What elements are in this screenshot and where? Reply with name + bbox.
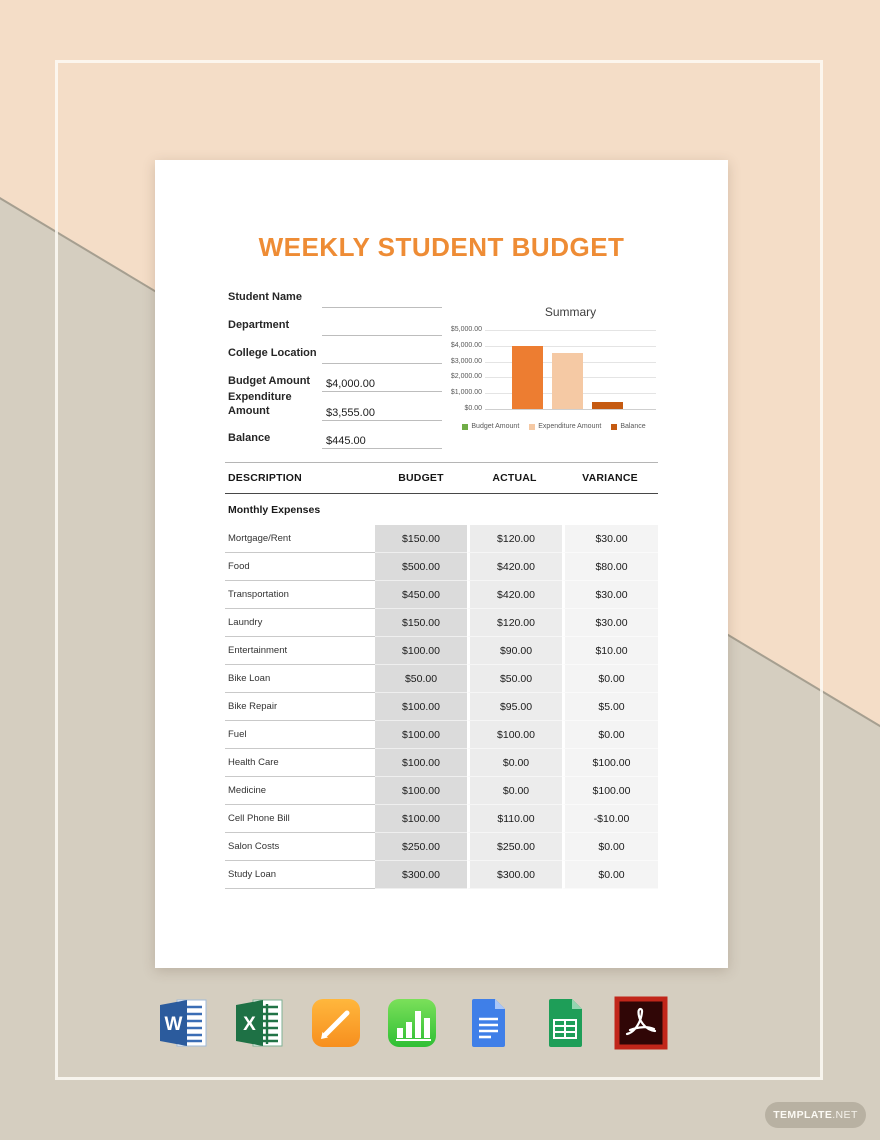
row-actual-value: $120.00	[467, 525, 562, 553]
row-actual-value: $90.00	[467, 637, 562, 665]
row-variance-value: -$10.00	[562, 805, 658, 833]
document-page	[155, 160, 728, 968]
field-underline	[322, 307, 442, 308]
row-variance-value: $10.00	[562, 637, 658, 665]
format-icons-row	[156, 996, 668, 1050]
row-budget-value: $100.00	[375, 749, 467, 777]
legend-item	[462, 423, 519, 430]
table-row	[225, 833, 658, 861]
field-value: $445.00	[326, 435, 366, 447]
row-budget-value: $100.00	[375, 637, 467, 665]
y-axis-tick-label: $1,000.00	[450, 389, 482, 397]
row-variance-value: $100.00	[562, 777, 658, 805]
row-description: Entertainment	[225, 637, 375, 665]
form-field	[228, 290, 443, 308]
microsoft-excel-icon[interactable]	[232, 996, 286, 1050]
row-actual-value: $420.00	[467, 581, 562, 609]
summary-chart	[440, 305, 668, 445]
column-header: BUDGET	[398, 472, 444, 484]
y-axis-tick-label: $4,000.00	[450, 341, 482, 349]
legend-label: Expenditure Amount	[538, 423, 602, 430]
table-row	[225, 805, 658, 833]
table-row	[225, 861, 658, 889]
table-row	[225, 553, 658, 581]
form-field	[228, 346, 443, 364]
field-underline	[322, 420, 442, 421]
row-description: Bike Repair	[225, 693, 375, 721]
row-description: Fuel	[225, 721, 375, 749]
svg-text:X: X	[243, 1014, 257, 1035]
svg-text:W: W	[164, 1014, 183, 1035]
row-variance-value: $30.00	[562, 581, 658, 609]
column-header: VARIANCE	[582, 472, 638, 484]
row-variance-value: $0.00	[562, 665, 658, 693]
form-field	[228, 390, 443, 421]
y-axis-tick-label: $0.00	[464, 405, 482, 412]
row-actual-value: $0.00	[467, 777, 562, 805]
row-budget-value: $100.00	[375, 805, 467, 833]
row-budget-value: $300.00	[375, 861, 467, 889]
field-underline	[322, 448, 442, 449]
field-label: Student Name	[228, 291, 302, 303]
row-actual-value: $300.00	[467, 861, 562, 889]
table-row	[225, 665, 658, 693]
legend-label: Budget Amount	[471, 423, 520, 430]
field-underline	[322, 335, 442, 336]
row-actual-value: $120.00	[467, 609, 562, 637]
field-label: Balance	[228, 432, 271, 444]
field-label: Budget Amount	[228, 375, 311, 387]
row-description: Transportation	[225, 581, 375, 609]
column-header: DESCRIPTION	[228, 472, 302, 484]
table-row	[225, 637, 658, 665]
adobe-pdf-icon[interactable]	[614, 996, 668, 1050]
row-variance-value: $0.00	[562, 861, 658, 889]
y-axis-tick-label: $5,000.00	[450, 326, 482, 333]
section-label: Monthly Expenses	[228, 503, 321, 516]
field-value: $4,000.00	[326, 378, 375, 390]
field-label: Expenditure Amount	[228, 391, 292, 417]
row-variance-value: $0.00	[562, 833, 658, 861]
chart-plot-area	[450, 326, 656, 412]
field-value: $3,555.00	[326, 407, 375, 419]
row-actual-value: $50.00	[467, 665, 562, 693]
column-header: ACTUAL	[492, 472, 537, 484]
google-sheets-icon[interactable]	[538, 996, 592, 1050]
table-row	[225, 693, 658, 721]
row-description: Mortgage/Rent	[225, 525, 375, 553]
row-actual-value: $95.00	[467, 693, 562, 721]
row-variance-value: $0.00	[562, 721, 658, 749]
row-budget-value: $250.00	[375, 833, 467, 861]
form-field	[228, 318, 443, 336]
row-description: Food	[225, 553, 375, 581]
table-row	[225, 721, 658, 749]
row-budget-value: $150.00	[375, 609, 467, 637]
budget-table	[225, 462, 658, 889]
field-label: Department	[228, 319, 290, 331]
row-actual-value: $250.00	[467, 833, 562, 861]
chart-bar	[592, 402, 623, 409]
table-section-row	[225, 494, 658, 525]
legend-marker	[462, 424, 468, 430]
row-actual-value: $420.00	[467, 553, 562, 581]
row-budget-value: $50.00	[375, 665, 467, 693]
chart-bar	[552, 353, 583, 409]
table-header-row	[225, 463, 658, 494]
row-description: Cell Phone Bill	[225, 805, 375, 833]
row-variance-value: $30.00	[562, 525, 658, 553]
table-body	[225, 525, 658, 889]
row-actual-value: $0.00	[467, 749, 562, 777]
table-row	[225, 525, 658, 553]
row-budget-value: $450.00	[375, 581, 467, 609]
watermark-text-secondary: .NET	[832, 1109, 858, 1121]
row-variance-value: $30.00	[562, 609, 658, 637]
table-row	[225, 609, 658, 637]
row-description: Laundry	[225, 609, 375, 637]
row-description: Study Loan	[225, 861, 375, 889]
legend-marker	[529, 424, 535, 430]
field-label: College Location	[228, 347, 317, 359]
row-budget-value: $150.00	[375, 525, 467, 553]
apple-pages-icon[interactable]	[309, 996, 363, 1050]
chart-bar	[512, 346, 543, 409]
legend-label: Balance	[620, 423, 646, 430]
chart-title: Summary	[544, 305, 597, 319]
table-row	[225, 749, 658, 777]
google-docs-icon[interactable]	[461, 996, 515, 1050]
table-row	[225, 581, 658, 609]
chart-gridline	[485, 330, 656, 331]
row-actual-value: $110.00	[467, 805, 562, 833]
form-field	[228, 431, 443, 449]
chart-gridline	[485, 409, 656, 410]
chart-legend	[440, 423, 668, 430]
apple-numbers-icon[interactable]	[385, 996, 439, 1050]
legend-item	[529, 423, 601, 430]
microsoft-word-icon[interactable]	[156, 996, 210, 1050]
legend-item	[611, 423, 645, 430]
row-budget-value: $100.00	[375, 777, 467, 805]
legend-marker	[611, 424, 617, 430]
watermark-badge	[765, 1102, 866, 1128]
row-actual-value: $100.00	[467, 721, 562, 749]
row-budget-value: $500.00	[375, 553, 467, 581]
row-description: Medicine	[225, 777, 375, 805]
y-axis-tick-label: $3,000.00	[450, 357, 482, 365]
page-title: WEEKLY STUDENT BUDGET	[258, 232, 625, 262]
watermark-text-primary: TEMPLATE	[773, 1109, 833, 1121]
row-description: Salon Costs	[225, 833, 375, 861]
row-variance-value: $5.00	[562, 693, 658, 721]
row-description: Bike Loan	[225, 665, 375, 693]
table-row	[225, 777, 658, 805]
row-variance-value: $100.00	[562, 749, 658, 777]
row-variance-value: $80.00	[562, 553, 658, 581]
row-budget-value: $100.00	[375, 721, 467, 749]
row-budget-value: $100.00	[375, 693, 467, 721]
row-description: Health Care	[225, 749, 375, 777]
y-axis-tick-label: $2,000.00	[450, 373, 482, 381]
chart-gridline	[485, 346, 656, 347]
